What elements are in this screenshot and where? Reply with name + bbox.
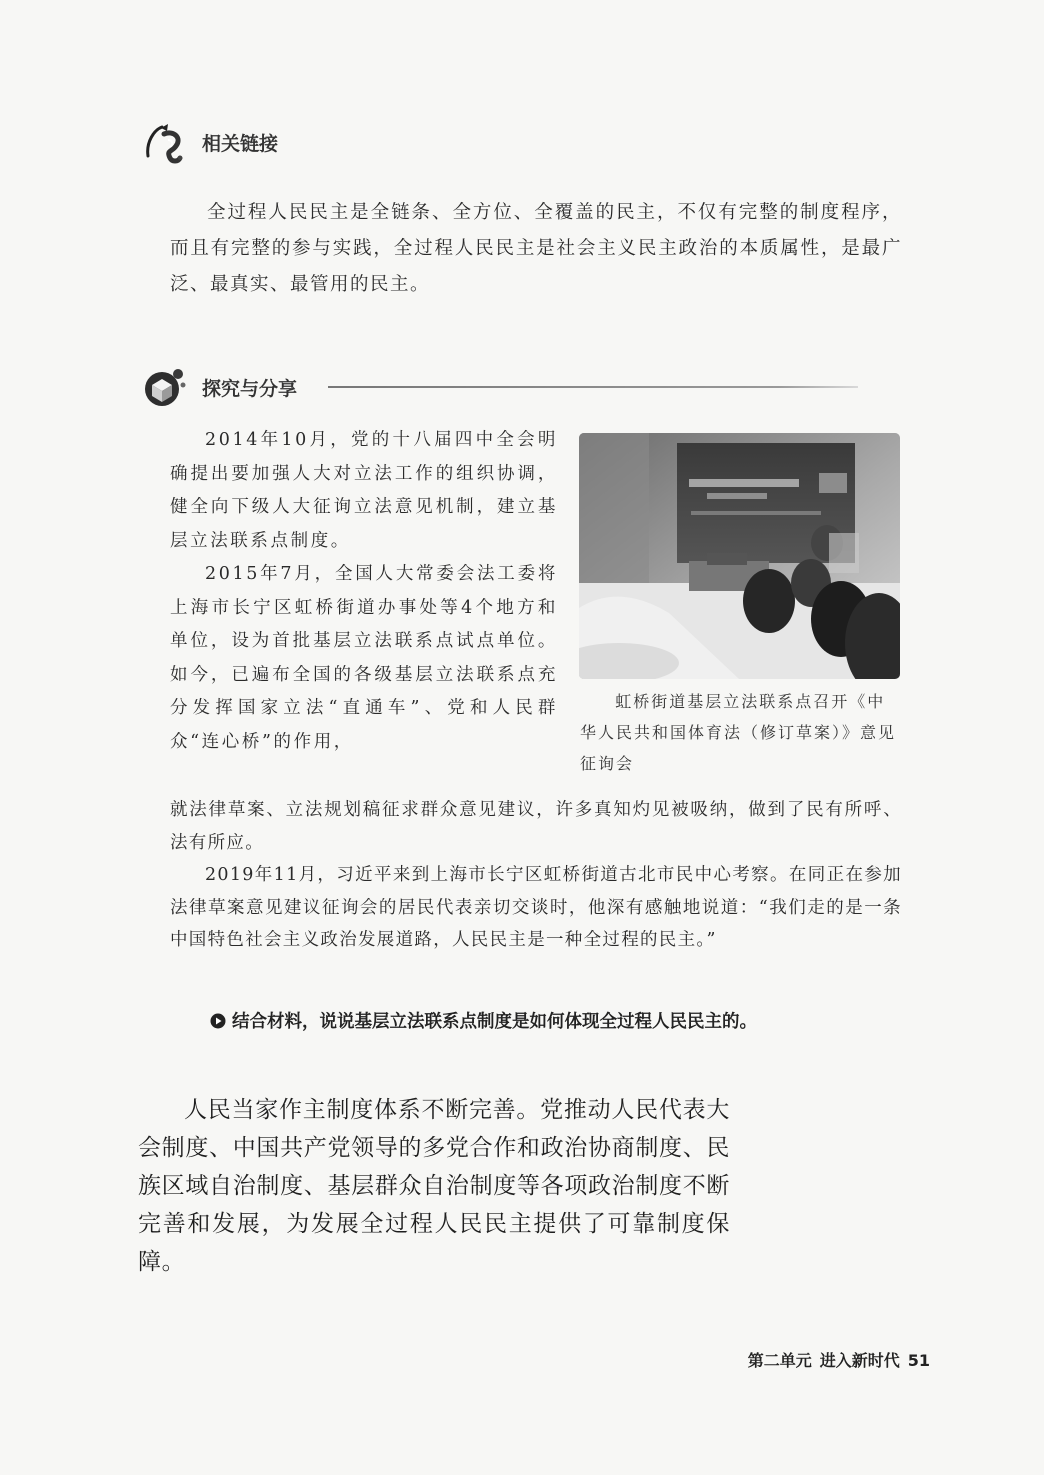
photo-caption-text: 虹桥街道基层立法联系点召开《中华人民共和国体育法（修订草案）》意见征询会: [580, 692, 897, 773]
explore-paragraph-2015-continued: 就法律草案、立法规划稿征求群众意见建议，许多真知灼见被吸纳，做到了民有所呼、法有所应。: [170, 800, 902, 853]
explore-full-text: [170, 794, 902, 957]
related-link-text-block: [170, 195, 902, 303]
photo-caption: [580, 686, 902, 779]
related-link-icon: [142, 118, 190, 166]
main-body-paragraph: 人民当家作主制度体系不断完善。党推动人民代表大会制度、中国共产党领导的多党合作和政治协商制度、民族区域自治制度、基层群众自治制度等各项政治制度不断完善和发展，为发展全过程人民民主提供了可靠制度保障。: [138, 1097, 730, 1275]
main-body-text: [138, 1091, 730, 1281]
explore-share-title: 探究与分享: [202, 377, 298, 400]
meeting-photo: [579, 433, 900, 679]
explore-share-icon: [142, 363, 190, 411]
explore-paragraph-2015: 2015年7月，全国人大常委会法工委将上海市长宁区虹桥街道办事处等4个地方和单位，设为首批基层立法联系点试点单位。如今，已遍布全国的各级基层立法联系点充分发挥国家立法“直通车”、党和人民群众“连心桥”的作用，: [170, 564, 558, 752]
related-link-paragraph: 全过程人民民主是全链条、全方位、全覆盖的民主，不仅有完整的制度程序，而且有完整的参与实践，全过程人民民主是社会主义民主政治的本质属性，是最广泛、最真实、最管用的民主。: [170, 202, 902, 295]
discussion-question-text: 结合材料，说说基层立法联系点制度是如何体现全过程人民民主的。: [232, 1012, 757, 1032]
related-link-header: [142, 118, 278, 166]
page-number: 51: [907, 1351, 930, 1370]
page-footer: [700, 1348, 930, 1371]
discussion-question: [210, 1008, 900, 1033]
explore-share-header: [142, 363, 297, 411]
related-link-title: 相关链接: [202, 132, 279, 155]
play-circle-icon: [210, 1013, 226, 1029]
explore-paragraph-2019: 2019年11月，习近平来到上海市长宁区虹桥街道古北市民中心考察。在同正在参加法律草案意见建议征询会的居民代表亲切交谈时，他深有感触地说道：“我们走的是一条中国特色社会主义政治发展道路，人民民主是一种全过程的民主。”: [170, 865, 902, 950]
explore-paragraph-2014: 2014年10月，党的十八届四中全会明确提出要加强人大对立法工作的组织协调，健全向下级人大征询立法意见机制，建立基层立法联系点制度。: [170, 430, 558, 551]
explore-column-text: [170, 424, 558, 759]
section-divider: [328, 386, 858, 388]
footer-unit-title: 进入新时代: [819, 1351, 900, 1370]
meeting-photo-image: [579, 433, 900, 679]
footer-unit: 第二单元: [747, 1351, 812, 1370]
